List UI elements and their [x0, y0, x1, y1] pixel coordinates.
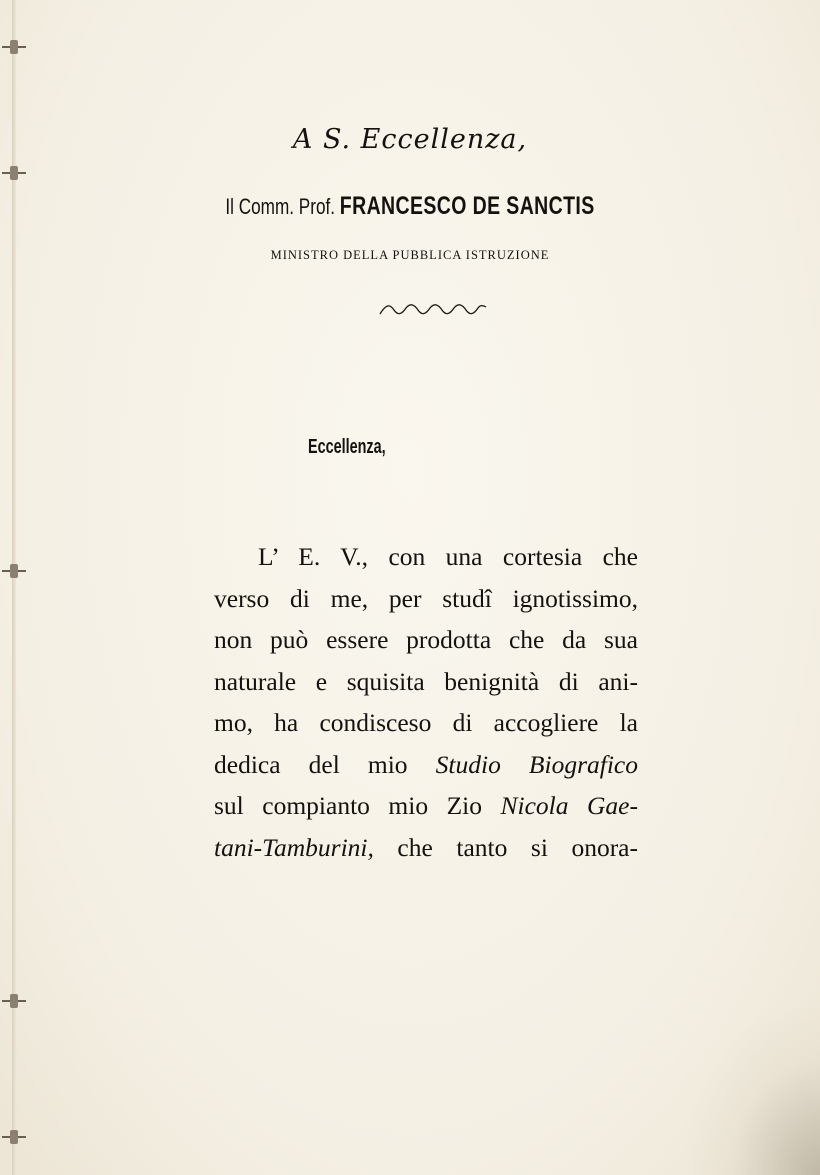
dedication-addressee: A S. Eccellenza,: [292, 124, 528, 155]
recipient-title: Il Comm. Prof.: [225, 194, 336, 219]
person-name: Nicola Gae-: [500, 791, 638, 820]
text-line: verso di me, per studî ignotissimo,: [214, 583, 638, 613]
text-line: naturale e squisita benignità di ani-: [214, 666, 638, 696]
text-line: [214, 744, 638, 786]
text-fragment: dedica del mio: [214, 749, 436, 779]
stitch-mark: [2, 568, 26, 574]
text-line: L’ E. V., con una cortesia che: [258, 542, 638, 571]
dedication-body: [214, 536, 638, 868]
ornamental-flourish: [378, 300, 488, 320]
text-fragment: che tanto si onora-: [373, 832, 638, 862]
text-line: non può essere prodotta che da sua: [214, 625, 638, 654]
text-line: [214, 785, 638, 827]
recipient-name: FRANCESCO DE SANCTIS: [339, 192, 595, 220]
text-fragment: sul compianto mio Zio: [214, 791, 501, 820]
stitch-mark: [2, 170, 26, 176]
stitch-mark: [2, 998, 26, 1004]
text-line: mo, ha condisceso di accogliere la: [214, 708, 638, 737]
stitch-mark: [2, 1134, 26, 1140]
text-line: [214, 827, 638, 869]
person-name: tani-Tamburini,: [214, 832, 374, 862]
book-title: Studio Biografico: [435, 749, 638, 779]
page-stain: [680, 995, 820, 1175]
stitch-mark: [2, 44, 26, 50]
salutation: Eccellenza,: [308, 436, 386, 458]
dedication-recipient: [90, 192, 730, 221]
recipient-office: MINISTRO DELLA PUBBLICA ISTRUZIONE: [270, 248, 550, 262]
